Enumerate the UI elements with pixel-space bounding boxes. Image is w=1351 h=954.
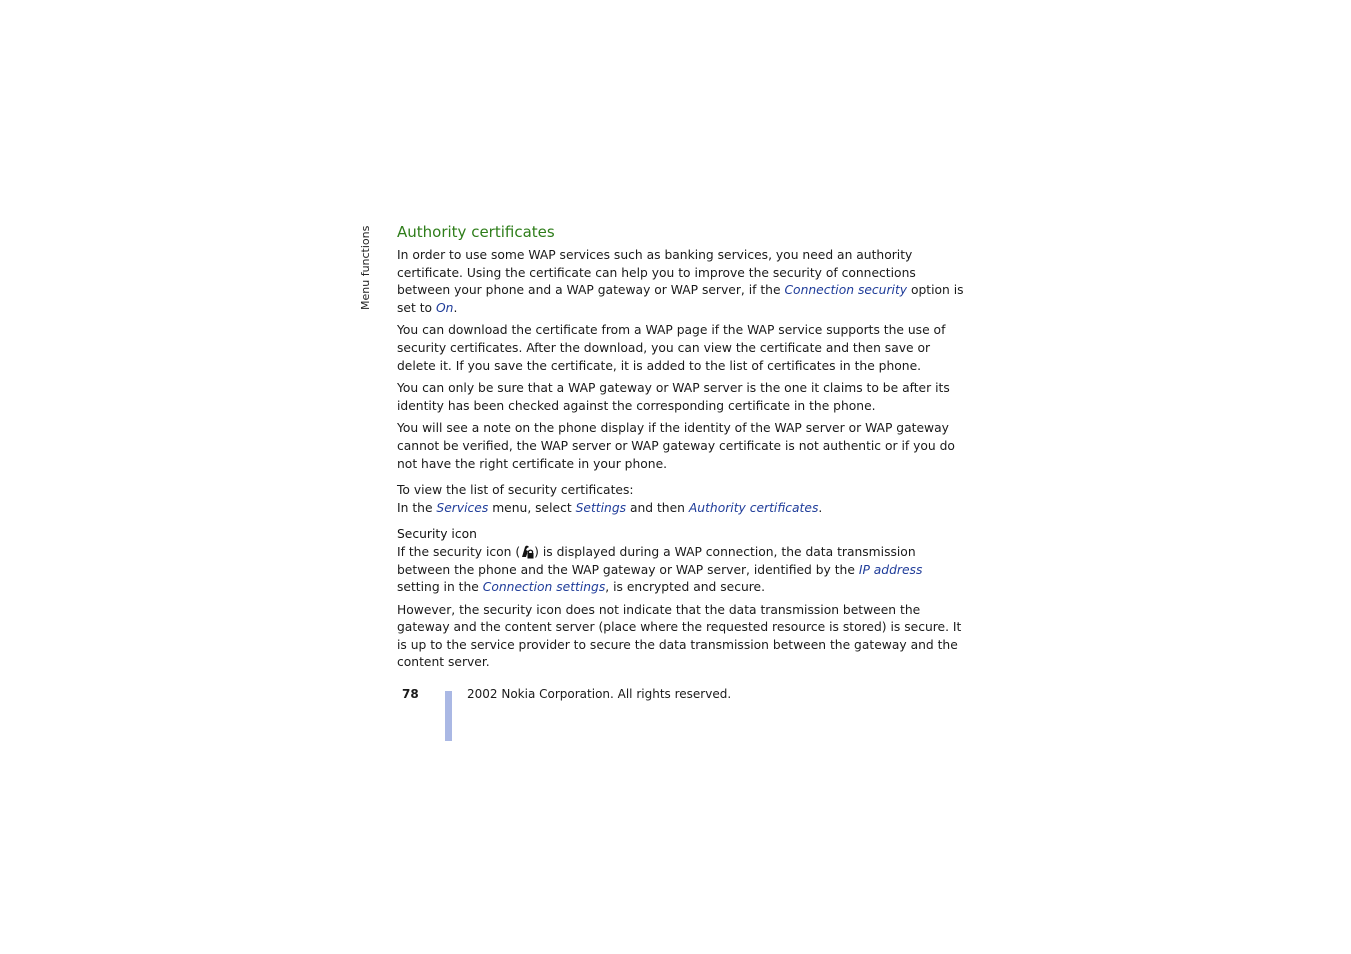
security-text-2: ) is displayed during a WAP connection, the data transmission between the phone and the WAP gateway or WAP server, identified by the <box>397 544 916 577</box>
page-content <box>397 222 967 677</box>
note-paragraph: You will see a note on the phone display if the identity of the WAP server or WAP gateway cannot be verified, the WAP server or WAP gateway certificate is not authentic or if you do not have the right certificate in your phone. <box>397 421 955 471</box>
term-ip-address: IP address <box>858 562 923 577</box>
term-on: On <box>435 300 454 315</box>
term-connection-security: Connection security <box>784 283 908 298</box>
procedure-text-3: and then <box>626 500 689 515</box>
procedure-text-4: . <box>818 500 823 515</box>
download-paragraph: You can download the certificate from a WAP page if the WAP service supports the use of security certificates. After the download, you can view the certificate and then save or delete it. If you save the certificate, it is added to the list of certificates in the phone. <box>397 323 946 373</box>
security-text-4: , is encrypted and secure. <box>605 580 766 595</box>
footer-divider-bar <box>445 691 452 741</box>
term-services: Services <box>436 500 489 515</box>
security-disclaimer-paragraph: However, the security icon does not indicate that the data transmission between the gateway and the content server (place where the requested resource is stored) is secure. It is up to the service provider to secure the data transmission between the gateway and the content server. <box>397 602 962 670</box>
side-section-label: Menu functions <box>359 225 372 310</box>
term-settings: Settings <box>575 500 627 515</box>
intro-paragraph <box>397 247 967 317</box>
term-authority-certificates: Authority certificates <box>688 500 819 515</box>
intro-text-2: option is set to <box>397 283 964 315</box>
procedure-title-text: To view the list of security certificates: <box>397 483 634 498</box>
security-icon-paragraph <box>397 544 967 597</box>
security-text-1: If the security icon ( <box>397 544 521 559</box>
security-icon-heading: Security icon <box>397 527 477 542</box>
copyright-notice: 2002 Nokia Corporation. All rights reserved. <box>467 687 732 701</box>
procedure-text-2: menu, select <box>488 500 576 515</box>
procedure-steps <box>397 500 967 518</box>
intro-text-1: In order to use some WAP services such as banking services, you need an authority certificate. Using the certificate can help you to improve the security of connections between your phone and a WAP gateway or WAP server, if the <box>397 248 916 298</box>
section-title: Authority certificates <box>397 223 555 241</box>
procedure-text-1: In the <box>397 500 437 515</box>
page-number: 78 <box>402 687 419 701</box>
procedure-title <box>397 482 967 500</box>
intro-text-3: . <box>453 300 458 315</box>
security-lock-icon <box>520 544 534 559</box>
security-text-3: setting in the <box>397 580 483 595</box>
term-connection-settings: Connection settings <box>482 580 606 595</box>
identity-paragraph: You can only be sure that a WAP gateway or WAP server is the one it claims to be after its identity has been checked against the corresponding certificate in the phone. <box>397 381 950 413</box>
